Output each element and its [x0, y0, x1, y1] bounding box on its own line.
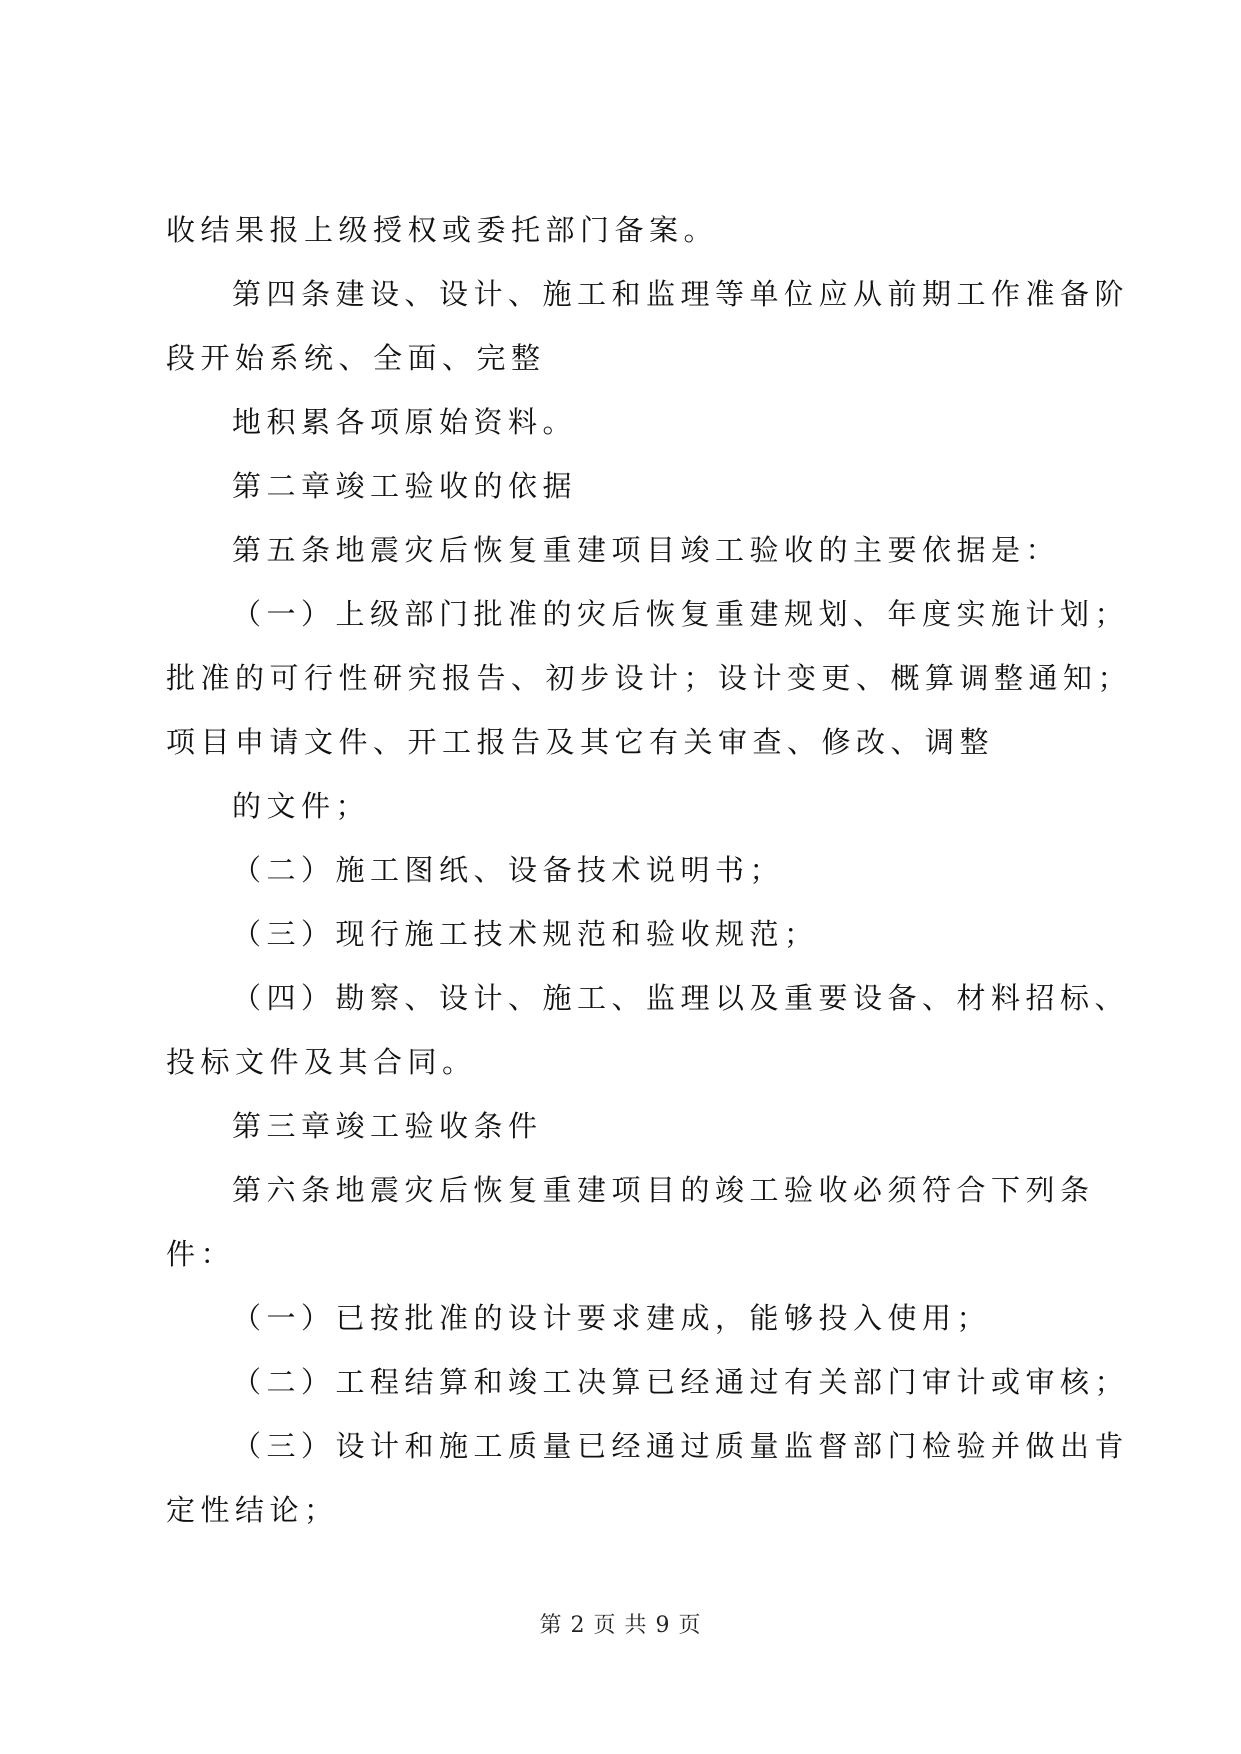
page-number-footer: 第 2 页 共 9 页: [539, 1613, 702, 1638]
text-line-2: 第四条建设、设计、施工和监理等单位应从前期工作准备阶: [232, 277, 1130, 311]
text-line-1: 收结果报上级授权或委托部门备案。: [166, 213, 719, 247]
text-line-6: 第五条地震灾后恢复重建项目竣工验收的主要依据是：: [232, 533, 1061, 567]
text-line-16: 第六条地震灾后恢复重建项目的竣工验收必须符合下列条: [232, 1173, 1095, 1207]
text-line-7: （一）上级部门批准的灾后恢复重建规划、年度实施计划；: [232, 597, 1130, 631]
text-line-18: （一）已按批准的设计要求建成，能够投入使用；: [232, 1301, 992, 1335]
text-line-12: （三）现行施工技术规范和验收规范；: [232, 917, 819, 951]
chapter-heading-2: 第二章竣工验收的依据: [232, 469, 578, 503]
text-line-21: 定性结论；: [166, 1493, 339, 1527]
text-line-11: （二）施工图纸、设备技术说明书；: [232, 853, 785, 887]
text-line-4: 地积累各项原始资料。: [232, 405, 578, 439]
chapter-heading-3: 第三章竣工验收条件: [232, 1109, 543, 1143]
text-line-17: 件：: [166, 1237, 236, 1271]
text-line-9: 项目申请文件、开工报告及其它有关审查、修改、调整: [166, 725, 995, 759]
text-line-14: 投标文件及其合同。: [166, 1045, 477, 1079]
text-line-10: 的文件；: [232, 789, 371, 823]
text-line-20: （三）设计和施工质量已经通过质量监督部门检验并做出肯: [232, 1429, 1130, 1463]
text-line-3: 段开始系统、全面、完整: [166, 341, 546, 375]
text-line-13: （四）勘察、设计、施工、监理以及重要设备、材料招标、: [232, 981, 1130, 1015]
text-line-19: （二）工程结算和竣工决算已经通过有关部门审计或审核；: [232, 1365, 1130, 1399]
text-line-8: 批准的可行性研究报告、初步设计；设计变更、概算调整通知；: [166, 661, 1133, 695]
